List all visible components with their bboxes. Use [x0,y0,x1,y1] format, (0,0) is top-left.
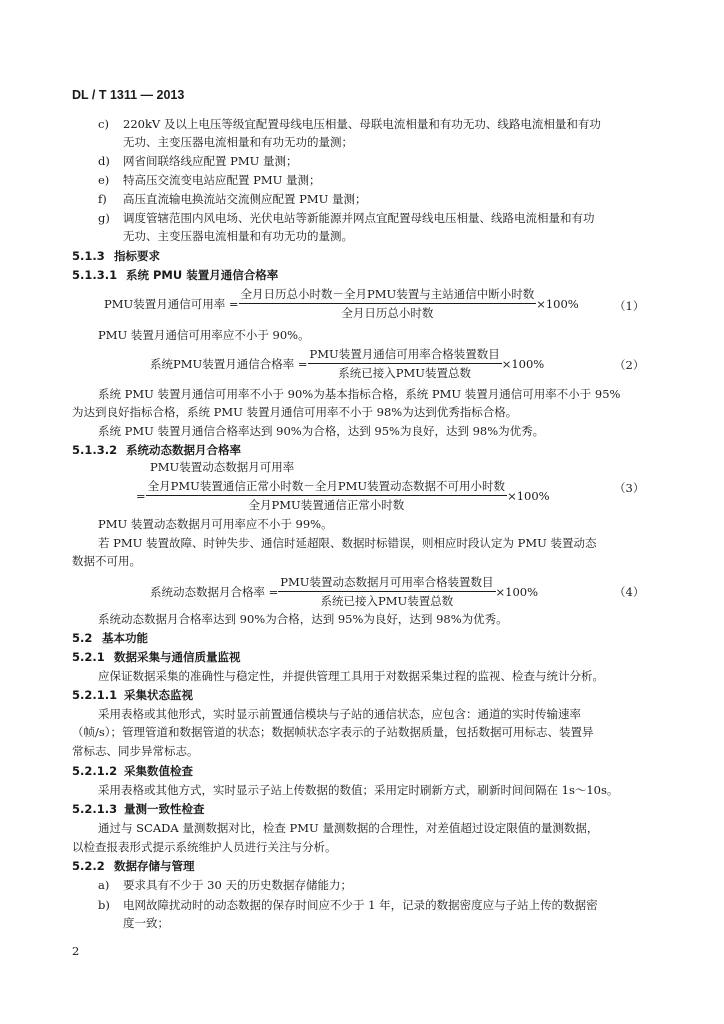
paragraph-eq2-line2: 为达到良好指标合格，系统 PMU 装置月通信可用率不小于 98%为达到优秀指标合格。 [72,405,518,419]
section-5-2-number: 5.2 [72,631,93,645]
equation-4-multiplier: ×100% [495,584,539,599]
equation-1-denominator: 全月日历总小时数 [341,306,434,320]
list-item-e: 特高压交流变电站应配置 PMU 量测； [123,173,321,187]
section-5-2-1-2-title: 采集数值检查 [124,764,193,778]
paragraph-eq3b-line2: 数据不可用。 [72,554,141,568]
doc-code-header: DL / T 1311 — 2013 [72,88,185,102]
equation-1-lhs: PMU装置月通信可用率 = [104,296,239,311]
list-item-b-line2: 度一致； [123,916,169,930]
equation-2 [150,346,544,381]
paragraph-5-2-1-1-line1: 采用表格或其他形式，实时显示前置通信模块与子站的通信状态，应包含：通道的实时传输速率 [98,707,581,721]
list-item-f: 高压直流输电换流站交流侧应配置 PMU 量测； [123,192,367,206]
paragraph-5-2-1-3-line1: 通过与 SCADA 量测数据对比，检查 PMU 量测数据的合理性，对差值超过设定限值的量测数据， [98,821,599,835]
equation-3-number: （3） [614,481,645,495]
paragraph-eq4-result: 系统动态数据月合格率达到 90%为合格，达到 95%为良好，达到 98%为优秀。 [98,612,508,626]
list-label-e: e) [98,173,110,187]
equation-1-numerator: 全月日历总小时数－全月PMU装置与主站通信中断小时数 [239,286,537,304]
equation-1-fraction [239,286,537,321]
section-5-2-2-title: 数据存储与管理 [114,859,195,873]
section-5-2-1-3-title: 量测一致性检查 [124,802,205,816]
section-5-2-1-1-title: 采集状态监视 [124,688,193,702]
section-5-1-3-2-number: 5.1.3.2 [72,443,118,457]
page-number: 2 [72,944,80,958]
paragraph-eq3b-line1: 若 PMU 装置故障、时钟失步、通信时延超限、数据时标错误，则相应时段认定为 PMU 装置动态 [98,536,597,550]
equation-1-multiplier: ×100% [536,296,579,311]
equation-2-number: （2） [614,358,645,372]
equation-4 [150,574,538,609]
paragraph-eq2-line1: 系统 PMU 装置月通信可用率不小于 90%为基本指标合格，系统 PMU 装置月通信可用率不小于 95% [98,387,621,401]
equation-3-equals: = [136,488,146,503]
paragraph-5-2-1-2: 采用表格或其他方式，实时显示子站上传数据的数值；采用定时刷新方式，刷新时间间隔在 1s～10s。 [98,783,619,797]
list-item-c-line1: 220kV 及以上电压等级宜配置母线电压相量、母联电流相量和有功无功、线路电流相量和有功 [123,117,601,131]
equation-4-denominator: 系统已接入PMU装置总数 [320,594,454,608]
section-5-2-2-number: 5.2.2 [72,859,105,873]
section-5-1-3-1-title: 系统 PMU 装置月通信合格率 [126,268,279,282]
equation-2-multiplier: ×100% [501,356,545,371]
equation-4-numerator: PMU装置动态数据月可用率合格装置数目 [278,574,495,592]
list-label-a: a) [98,878,110,892]
equation-3-numerator: 全月PMU装置通信正常小时数－全月PMU装置动态数据不可用小时数 [146,478,507,496]
paragraph-5-2-1-3-line2: 以检查报表形式提示系统维护人员进行关注与分析。 [72,840,337,854]
list-item-c-line2: 无功、主变压器电流相量和有功无功的量测； [123,135,353,149]
section-5-2-1-1-number: 5.2.1.1 [72,688,118,702]
section-5-2-1-title: 数据采集与通信质量监视 [114,650,241,664]
list-label-d: d) [98,154,110,168]
list-label-f: f) [98,192,107,206]
section-5-2-1-number: 5.2.1 [72,650,105,664]
equation-4-number: （4） [614,585,645,599]
equation-2-denominator: 系统已接入PMU装置总数 [338,366,471,380]
list-item-b-line1: 电网故障扰动时的动态数据的保存时间应不少于 1 年，记录的数据密度应与子站上传的数据密 [123,898,598,912]
equation-3-multiplier: ×100% [507,488,550,503]
paragraph-5-2-1-1-line3: 常标志、同步异常标志。 [72,744,199,758]
list-label-g: g) [98,211,110,225]
equation-3-lhs: PMU装置动态数据月可用率 [150,460,295,474]
equation-3-fraction [146,478,507,513]
paragraph-5-2-1: 应保证数据采集的准确性与稳定性，并提供管理工具用于对数据采集过程的监视、检查与统计分析。 [98,669,604,683]
list-item-d: 网省间联络线应配置 PMU 量测； [123,154,298,168]
paragraph-5-2-1-1-line2: （帧/s）；管理管道和数据管道的状态；数据帧状态字表示的子站数据质量，包括数据可用标志、装置异 [72,725,594,739]
section-5-1-3-number: 5.1.3 [72,249,105,263]
section-5-2-1-3-number: 5.2.1.3 [72,802,118,816]
equation-2-lhs: 系统PMU装置月通信合格率 = [150,356,308,371]
list-item-g-line1: 调度管辖范围内风电场、光伏电站等新能源并网点宜配置母线电压相量、线路电流相量和有功 [123,211,595,225]
equation-4-lhs: 系统动态数据月合格率 = [150,584,279,599]
paragraph-eq3-note: PMU 装置动态数据月可用率应不小于 99%。 [98,517,333,531]
section-5-1-3-1-number: 5.1.3.1 [72,268,118,282]
section-5-2-title: 基本功能 [102,631,148,645]
equation-2-fraction [308,346,502,381]
equation-4-fraction [278,574,495,609]
equation-3 [136,478,550,513]
list-item-g-line2: 无功、主变压器电流相量和有功无功的量测。 [123,229,353,243]
list-item-a: 要求具有不少于 30 天的历史数据存储能力； [123,878,352,892]
section-5-2-1-2-number: 5.2.1.2 [72,764,118,778]
equation-3-denominator: 全月PMU装置通信正常小时数 [248,498,405,512]
list-label-c: c) [98,117,109,131]
equation-1 [104,286,579,321]
equation-1-number: （1） [614,299,645,313]
section-5-1-3-title: 指标要求 [114,249,160,263]
equation-2-numerator: PMU装置月通信可用率合格装置数目 [308,346,502,364]
paragraph-eq2-result: 系统 PMU 装置月通信合格率达到 90%为合格，达到 95%为良好，达到 98%为优秀。 [98,424,545,438]
section-5-1-3-2-title: 系统动态数据月合格率 [126,443,241,457]
paragraph-eq1-note: PMU 装置月通信可用率应不小于 90%。 [98,328,310,342]
list-label-b: b) [98,898,110,912]
